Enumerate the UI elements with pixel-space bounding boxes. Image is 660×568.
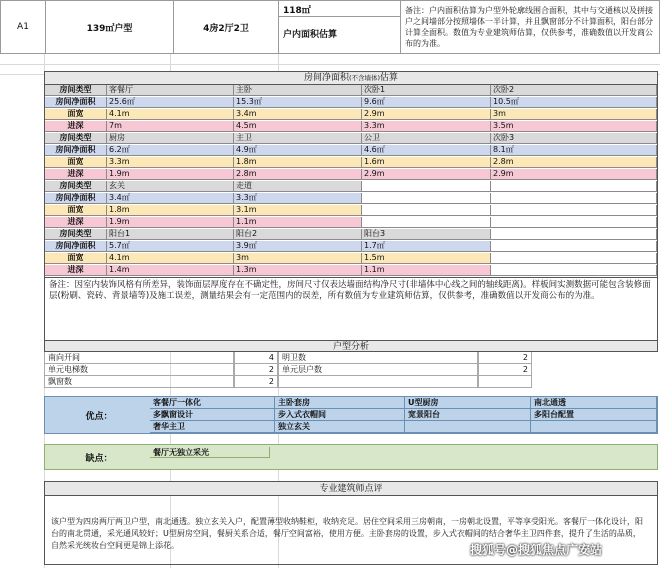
review-text: 该户型为四房两厅两卫户型，南北通透。独立玄关入户，配置薄型收纳鞋柜，收纳充足。居住空间采用三房朝南，一房朝北设置，平等享受阳光。客餐厅一体化设计，阳台的南北贯通，采光通风较好；U型厨房空间，餐厨关系合适，餐厅空间富裕，使用方便。主卧套房的设置，步入式衣帽间的结合奢华主卫四件套，提升了生活的品质，自然采光统妆台空间更是锦上添花。 xyxy=(51,517,643,550)
room-depth-label: 进深 xyxy=(45,217,107,227)
room-type-cell: 公卫 xyxy=(362,133,491,143)
room-type-label: 房间类型 xyxy=(45,85,107,95)
room-width-cell: 4.1m xyxy=(107,253,234,263)
pros-item: 独立玄关 xyxy=(275,421,405,433)
pros-item: 多飘窗设计 xyxy=(150,409,275,421)
pros-item: 多阳台配置 xyxy=(531,409,657,421)
table-row xyxy=(45,97,657,108)
analysis-value: 2 xyxy=(478,364,532,376)
room-type-cell: 阳台2 xyxy=(234,229,362,239)
room-depth-cell: 1.1m xyxy=(234,217,362,227)
pros-block xyxy=(44,396,658,434)
pros-grid xyxy=(150,397,658,433)
table-row xyxy=(45,133,657,144)
room-table-rows xyxy=(45,85,657,278)
pros-item: 主卧套房 xyxy=(275,397,405,409)
room-depth-cell: 2.9m xyxy=(491,169,657,179)
analysis-value: 2 xyxy=(478,352,532,364)
cons-item: 餐厅无独立采光 xyxy=(150,447,270,458)
room-type-cell: 阳台1 xyxy=(107,229,234,239)
indoor-area-label: 户内面积估算 xyxy=(283,30,338,40)
room-depth-cell: 1.4m xyxy=(107,265,234,275)
room-depth-label: 进深 xyxy=(45,169,107,179)
room-width-label: 面宽 xyxy=(45,109,107,119)
room-depth-cell: 3.5m xyxy=(491,121,657,131)
room-depth-cell xyxy=(362,217,491,227)
room-area-cell: 3.4㎡ xyxy=(107,193,234,203)
table-row xyxy=(45,109,657,120)
indoor-area-value: 118㎡ xyxy=(279,1,400,17)
room-type-cell: 主卫 xyxy=(234,133,362,143)
room-area-cell: 8.1㎡ xyxy=(491,145,657,155)
room-area-label: 房间净面积 xyxy=(45,145,107,155)
room-width-cell: 3m xyxy=(491,109,657,119)
table-row xyxy=(45,145,657,156)
room-table-title-suffix: 估算 xyxy=(380,73,399,83)
room-area-label: 房间净面积 xyxy=(45,97,107,107)
room-type-cell xyxy=(491,181,657,191)
analysis-row xyxy=(44,364,658,376)
room-width-cell xyxy=(491,253,657,263)
analysis-section xyxy=(44,340,658,470)
analysis-key: 单元层户数 xyxy=(278,364,478,376)
pros-item: 宽景阳台 xyxy=(405,409,531,421)
room-depth-cell: 2.8m xyxy=(234,169,362,179)
room-area-cell: 5.7㎡ xyxy=(107,241,234,251)
cons-label: 缺点： xyxy=(85,454,113,464)
room-depth-label: 进深 xyxy=(45,265,107,275)
analysis-value: 4 xyxy=(234,352,278,364)
pros-item xyxy=(405,421,531,433)
room-type-cell: 主卧 xyxy=(234,85,362,95)
room-type-cell: 厨房 xyxy=(107,133,234,143)
room-type-cell xyxy=(362,181,491,191)
room-area-label: 房间净面积 xyxy=(45,241,107,251)
table-row xyxy=(45,217,657,228)
analysis-row xyxy=(44,352,658,364)
table-row xyxy=(45,193,657,204)
room-depth-cell: 7m xyxy=(107,121,234,131)
room-width-label: 面宽 xyxy=(45,157,107,167)
pros-item: 奢华主卫 xyxy=(150,421,275,433)
room-table-title-small: (不含墙体) xyxy=(348,74,381,82)
room-depth-label: 进深 xyxy=(45,121,107,131)
pros-item: 客餐厅一体化 xyxy=(150,397,275,409)
review-title: 专业建筑师点评 xyxy=(45,482,657,496)
table-row xyxy=(45,157,657,168)
room-area-cell xyxy=(362,193,491,203)
room-depth-cell: 1.3m xyxy=(234,265,362,275)
room-table-title xyxy=(45,72,657,85)
room-depth-cell: 1.9m xyxy=(107,169,234,179)
analysis-value xyxy=(478,376,532,388)
unit-area: 139㎡户型 xyxy=(46,1,174,53)
header-table xyxy=(0,0,660,54)
analysis-value: 2 xyxy=(234,364,278,376)
room-area-cell: 4.9㎡ xyxy=(234,145,362,155)
room-width-cell: 1.8m xyxy=(107,205,234,215)
room-type-label: 房间类型 xyxy=(45,133,107,143)
watermark-text: 搜狐号@搜狐焦点广安站 xyxy=(470,543,603,557)
room-width-label: 面宽 xyxy=(45,253,107,263)
room-depth-cell: 1.1m xyxy=(362,265,491,275)
room-area-cell xyxy=(491,241,657,251)
room-depth-cell xyxy=(491,217,657,227)
pros-item: 南北通透 xyxy=(531,397,657,409)
room-width-cell: 1.8m xyxy=(234,157,362,167)
room-area-cell: 4.6㎡ xyxy=(362,145,491,155)
room-width-cell: 1.5m xyxy=(362,253,491,263)
room-depth-cell: 2.9m xyxy=(362,169,491,179)
room-width-cell xyxy=(491,205,657,215)
room-type-label: 房间类型 xyxy=(45,181,107,191)
pros-item: 步入式衣帽间 xyxy=(275,409,405,421)
pros-item xyxy=(531,421,657,433)
table-row xyxy=(45,85,657,96)
room-type-cell: 次卧1 xyxy=(362,85,491,95)
header-note: 备注：户内面积估算为户型外轮廓线围合面积，其中与交通核以及拼接户之间墙部分按照墙体一半计算，并且飘窗部分不计算面积，阳台部分计算全面积。数值为专业建筑师估算，仅供参考，准确数值以开发商公布的为准。 xyxy=(405,6,653,48)
table-row xyxy=(45,169,657,180)
analysis-key: 南向开间 xyxy=(44,352,234,364)
room-width-cell: 3.1m xyxy=(234,205,362,215)
room-area-label: 房间净面积 xyxy=(45,193,107,203)
room-area-cell: 10.5㎡ xyxy=(491,97,657,107)
room-area-cell: 6.2㎡ xyxy=(107,145,234,155)
analysis-title: 户型分析 xyxy=(44,340,658,352)
room-area-cell xyxy=(491,193,657,203)
room-width-cell: 2.9m xyxy=(362,109,491,119)
analysis-rows xyxy=(44,352,658,388)
room-type-label: 房间类型 xyxy=(45,229,107,239)
room-depth-cell: 4.5m xyxy=(234,121,362,131)
room-table-title-main: 房间净面积 xyxy=(303,73,349,83)
room-area-cell: 3.3㎡ xyxy=(234,193,362,203)
table-row xyxy=(45,181,657,192)
table-row xyxy=(45,121,657,132)
room-width-cell: 3.4m xyxy=(234,109,362,119)
room-depth-cell: 3.3m xyxy=(362,121,491,131)
pros-item: U型厨房 xyxy=(405,397,531,409)
pros-label: 优点： xyxy=(85,412,113,422)
room-width-cell: 3m xyxy=(234,253,362,263)
indoor-area-cell xyxy=(279,1,401,53)
cons-block xyxy=(44,444,658,470)
room-area-table xyxy=(44,71,658,341)
room-area-cell: 15.3㎡ xyxy=(234,97,362,107)
table-row xyxy=(45,253,657,264)
analysis-key xyxy=(278,376,478,388)
room-area-cell: 25.6㎡ xyxy=(107,97,234,107)
room-width-cell: 1.6m xyxy=(362,157,491,167)
analysis-key: 单元电梯数 xyxy=(44,364,234,376)
table-row xyxy=(45,205,657,216)
analysis-key: 飘窗数 xyxy=(44,376,234,388)
table-row xyxy=(45,229,657,240)
room-area-cell: 3.9㎡ xyxy=(234,241,362,251)
room-area-cell: 1.7㎡ xyxy=(362,241,491,251)
room-area-cell: 9.6㎡ xyxy=(362,97,491,107)
room-type-cell: 次卧2 xyxy=(491,85,657,95)
room-width-cell: 4.1m xyxy=(107,109,234,119)
analysis-row xyxy=(44,376,658,388)
room-table-note: 备注：因室内装饰风格有所差异，装饰面层厚度存在不确定性，房间尺寸仅表达墙面结构净尺寸(非墙体中心线之间的轴线距离)。样板间实测数据可能包含装修面层(粉刷、瓷砖、背景墙等)及施工误差，测量结果会有一定范围内的误差，所有数值为专业建筑师估算，仅供参考，准确数值以开发商公布的为准。 xyxy=(45,277,657,339)
analysis-value: 2 xyxy=(234,376,278,388)
room-width-cell xyxy=(362,205,491,215)
room-depth-cell: 1.9m xyxy=(107,217,234,227)
room-type-cell: 次卧3 xyxy=(491,133,657,143)
room-width-cell: 2.8m xyxy=(491,157,657,167)
room-type-cell: 走道 xyxy=(234,181,362,191)
room-type-cell: 玄关 xyxy=(107,181,234,191)
analysis-key: 明卫数 xyxy=(278,352,478,364)
table-row xyxy=(45,241,657,252)
table-row xyxy=(45,265,657,276)
room-type-cell: 阳台3 xyxy=(362,229,491,239)
room-type-cell xyxy=(491,229,657,239)
room-width-label: 面宽 xyxy=(45,205,107,215)
room-type-cell: 客餐厅 xyxy=(107,85,234,95)
room-width-cell: 3.3m xyxy=(107,157,234,167)
room-depth-cell xyxy=(491,265,657,275)
unit-code: A1 xyxy=(1,1,46,53)
unit-layout: 4房2厅2卫 xyxy=(174,1,279,53)
